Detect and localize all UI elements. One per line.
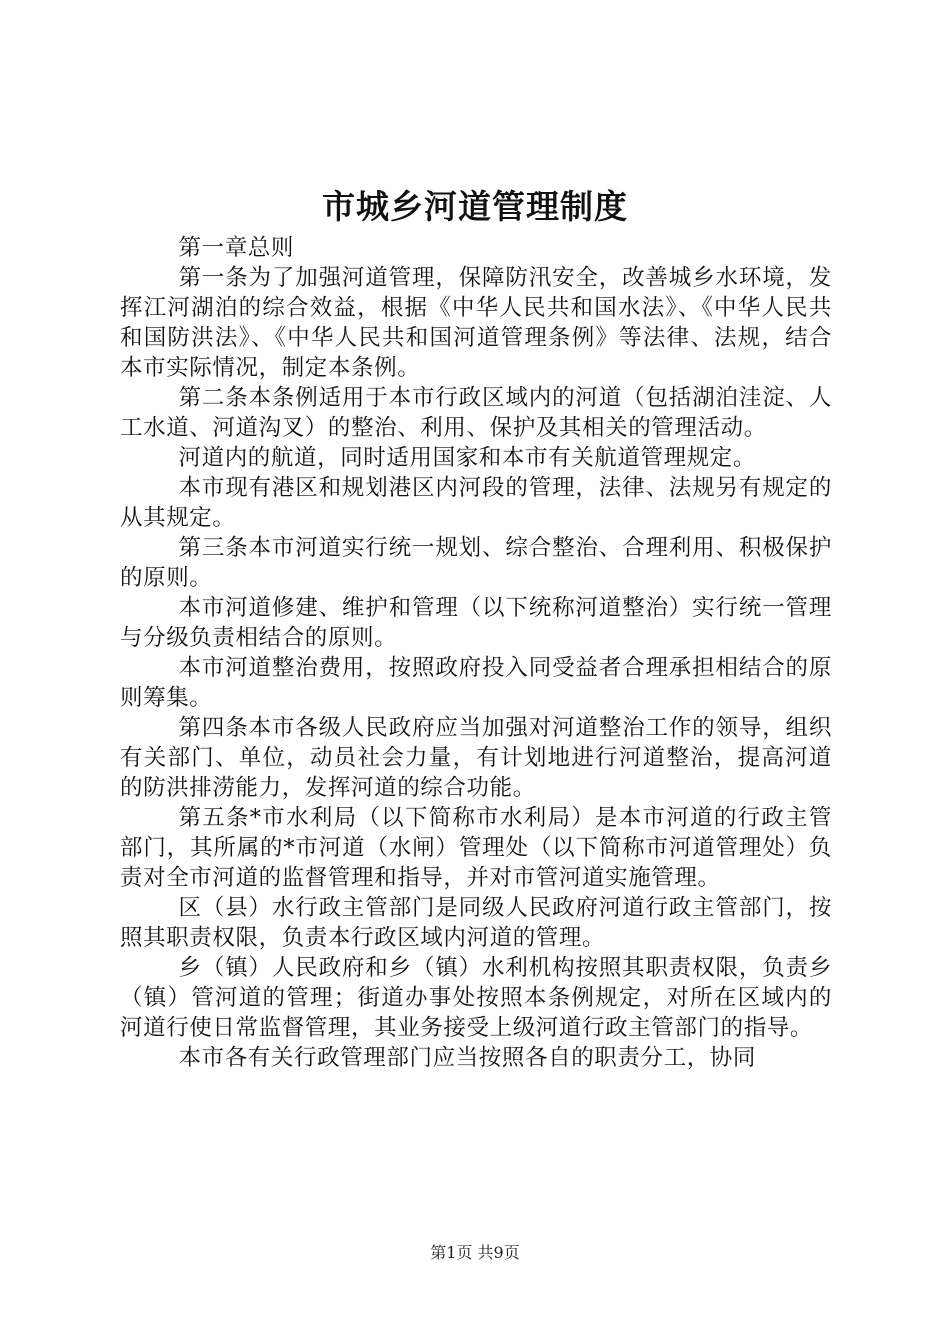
paragraph: 第五条*市水利局（以下简称市水利局）是本市河道的行政主管部门，其所属的*市河道（水闸）管理处（以下简称市河道管理处）负责对全市河道的监督管理和指导，并对市管河道实施管理。 [120, 805, 832, 891]
paragraph: 第四条本市各级人民政府应当加强对河道整治工作的领导，组织有关部门、单位，动员社会力量，有计划地进行河道整治，提高河道的防洪排涝能力，发挥河道的综合功能。 [120, 715, 832, 801]
page-title: 市城乡河道管理制度 [322, 187, 628, 226]
paragraph: 本市河道整治费用，按照政府投入同受益者合理承担相结合的原则筹集。 [120, 655, 832, 711]
paragraph: 第三条本市河道实行统一规划、综合整治、合理利用、积极保护的原则。 [120, 535, 832, 591]
paragraph: 河道内的航道，同时适用国家和本市有关航道管理规定。 [178, 445, 757, 471]
paragraph: 乡（镇）人民政府和乡（镇）水利机构按照其职责权限，负责乡（镇）管河道的管理；街道办事处按照本条例规定，对所在区域内的河道行使日常监督管理，其业务接受上级河道行政主管部门的指导。 [120, 955, 832, 1041]
paragraph: 第二条本条例适用于本市行政区域内的河道（包括湖泊洼淀、人工水道、河道沟叉）的整治、利用、保护及其相关的管理活动。 [120, 385, 832, 441]
paragraph: 第一章总则 [178, 235, 295, 261]
paragraph: 区（县）水行政主管部门是同级人民政府河道行政主管部门，按照其职责权限，负责本行政区域内河道的管理。 [120, 895, 832, 951]
paragraph: 本市现有港区和规划港区内河段的管理，法律、法规另有规定的从其规定。 [120, 475, 832, 531]
document-body [120, 233, 832, 1073]
paragraph: 本市各有关行政管理部门应当按照各自的职责分工，协同 [178, 1045, 757, 1071]
paragraph: 本市河道修建、维护和管理（以下统称河道整治）实行统一管理与分级负责相结合的原则。 [120, 595, 832, 651]
paragraph: 第一条为了加强河道管理，保障防汛安全，改善城乡水环境，发挥江河湖泊的综合效益，根据《中华人民共和国水法》、《中华人民共和国防洪法》、《中华人民共和国河道管理条例》等法律、法规，结合本市实际情况，制定本条例。 [120, 265, 832, 381]
page-footer: 第1页 共9页 [430, 1243, 520, 1262]
